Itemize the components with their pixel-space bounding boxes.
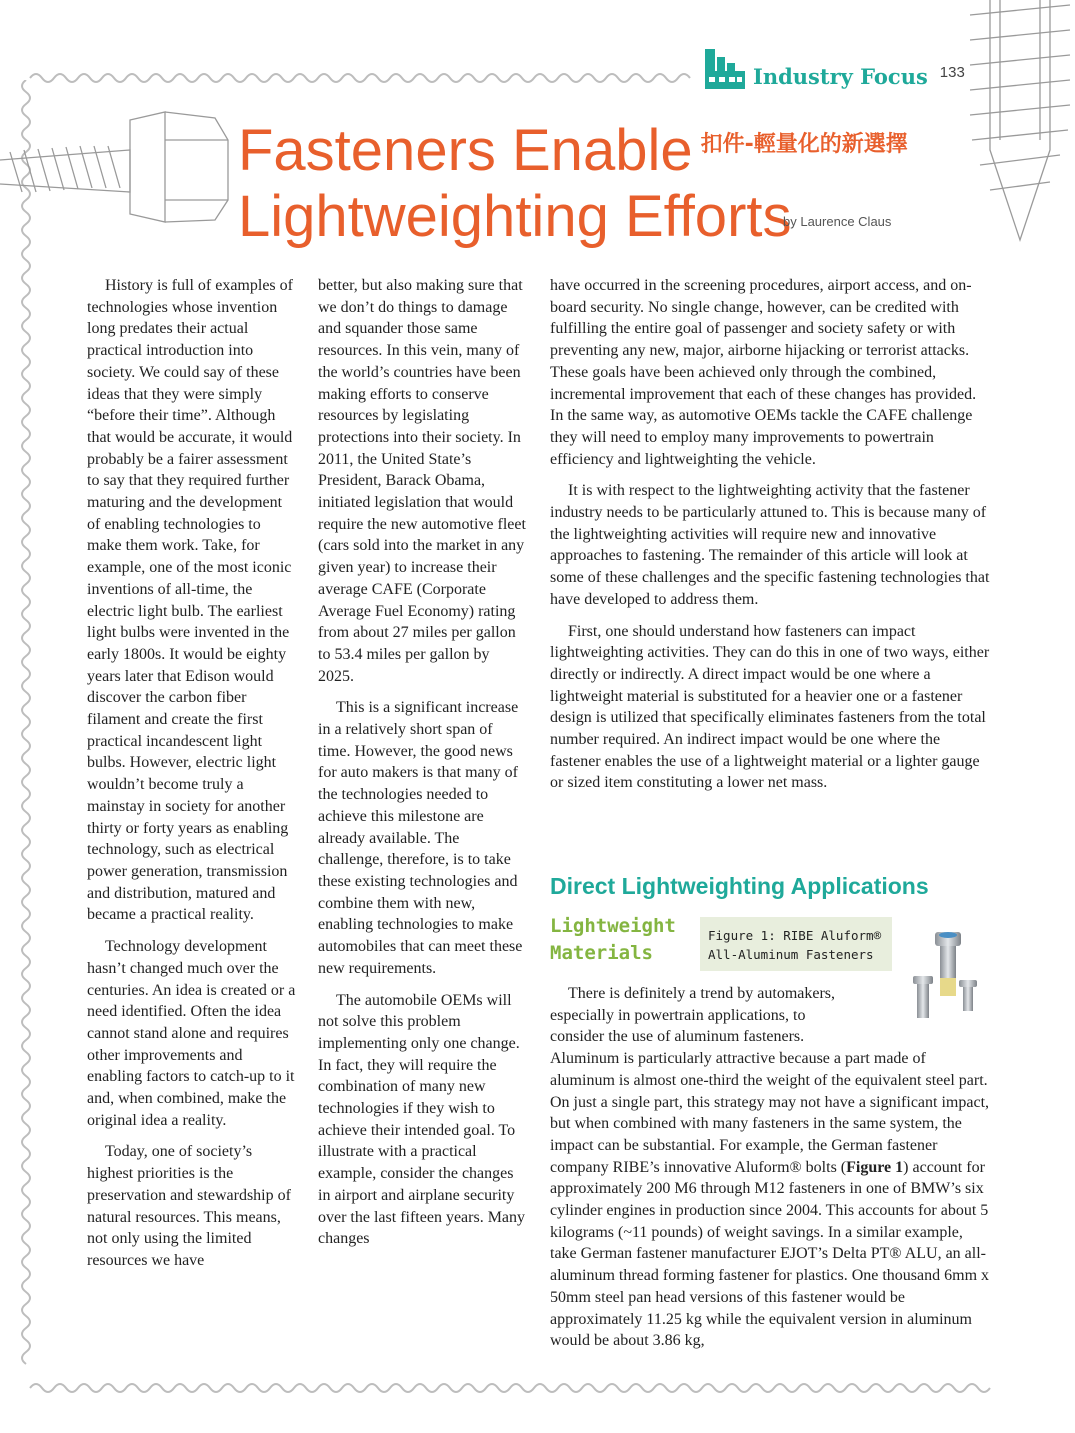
paragraph: better, but also making sure that we don’t do things to damage and squander those same resources. In this vein, many of the world’s countries have been making efforts to conserve resources by legislating protections into their society. In 2011, the United State’s President, Barack Obama, initiated legislation that would require the new automotive fleet (cars sold into the market in any given year) to increase their average CAFE (Corporate Average Fuel Economy) rating from about 27 miles per gallon to 53.4 miles per gallon by 2025. — [318, 277, 526, 685]
section-masthead — [703, 44, 965, 94]
factory-icon — [703, 47, 747, 91]
headline-cjk: 扣件-輕量化的新選擇 — [700, 131, 908, 157]
paragraph: Today, one of society’s highest priorities is the preservation and stewardship of natural resources. This means, not only using the limited resources we have — [87, 1143, 291, 1269]
article-column-1 — [87, 275, 297, 1282]
paragraph: Technology development hasn’t changed much over the centuries. An idea is created or a need identified. Often the idea cannot stand alone and requires other improvements and enabling factors to catch-up to it and, when combined, make the original idea a reality. — [87, 938, 296, 1129]
paragraph: have occurred in the screening procedures, airport access, and on-board security. No single change, however, can be credited with fulfilling the entire goal of passenger and society safety or with preventing any new, major, airborne hijacking or terrorist attacks. These goals have been achieved only through the combined, incremental improvement that each of these changes has provided. In the same way, as automotive OEMs tackle the CAFE challenge they will need to employ many improvements to powertrain efficiency and lightweighting the vehicle. — [550, 277, 977, 468]
paragraph: It is with respect to the lightweighting activity that the fastener industry needs to be particularly attuned to. This is because many of the lightweighting activities will require new and innovative approaches to fastening. The remainder of this article will look at some of these challenges and the specific fastening technologies that have developed to address them. — [550, 482, 990, 608]
article-column-3 — [550, 275, 990, 804]
article-column-2 — [318, 275, 528, 1260]
wavy-border-bottom — [0, 1372, 1075, 1402]
section-label: Industry Focus — [753, 63, 928, 89]
paragraph-line: especially in powertrain applications, to — [550, 1006, 806, 1024]
paragraph-line: There is definitely a trend by automakers, — [568, 985, 836, 1002]
paragraph: First, one should understand how fasteners can impact lightweighting activities. They can do this in one of two ways, either directly or indirectly. A direct impact would be one where a lightweight material is substituted for a heavier one or a fastener design is utilized that specifically eliminates fasteners from the total number required. An indirect impact would be one where the fastener enables the use of a lightweight material or a lighter gauge or sized item constituting a lower net mass. — [550, 622, 990, 792]
paragraph-text: Aluminum is particularly attractive because a part made of aluminum is almost one-third the weight of the equivalent steel part. On just a single part, this strategy may not have a significant impact, but when combined with many fasteners in the same system, the impact can be substantial. For example, the German fastener company RIBE’s innovative Aluform® bolts ( — [550, 1050, 990, 1176]
byline: by Laurence Claus — [783, 214, 892, 229]
figure-caption-line1: Figure 1: RIBE Aluform® — [708, 928, 882, 943]
figure-reference: Figure 1 — [846, 1158, 904, 1176]
subheading-lightweight-materials: Lightweight Materials — [550, 915, 676, 964]
figure-caption-line2: All-Aluminum Fasteners — [708, 947, 874, 962]
paragraph: The automobile OEMs will not solve this problem implementing only one change. In fact, they will require the combination of many new technologies if they wish to achieve their intended goal. To illustrate with a practical example, consider the changes in airport and airplane security over the last fifteen years. Many changes — [318, 991, 526, 1248]
paragraph: This is a significant increase in a relatively short span of time. However, the good news for auto makers is that many of the technologies needed to achieve this milestone are already available. The challenge, therefore, is to take these existing technologies and combine them with new, enabling technologies to make automobiles that can meet these new requirements. — [318, 699, 523, 977]
screw-illustration-right — [950, 0, 1075, 245]
paragraph — [550, 1048, 990, 1352]
subheading-direct-lightweighting: Direct Lightweighting Applications — [550, 873, 929, 899]
paragraph-text: ) account for approximately 200 M6 through M12 fasteners in one of BMW’s six cylinder engines in production since 2004. This accounts for about 5 kilograms (~11 pounds) of weight savings. In a similar example, take German fastener manufacturer EJOT’s Delta PT® ALU, an all-aluminum thread forming fastener for plastics. One thousand 6mm x 50mm steel pan head versions of this fastener would be approximately 11.25 kg while the equivalent version in aluminum would be about 3.86 kg, — [550, 1158, 990, 1350]
figure-caption — [708, 926, 898, 964]
paragraph: History is full of examples of technologies whose invention long predates their actual practical introduction into society. We could say of these ideas that they were simply “before their time”. Although that would be accurate, it would probably be a fairer assessment to say that they required further maturing and the development of enabling technologies to make them work. Take, for example, one of the most iconic inventions of all-time, the electric light bulb. The earliest light bulbs were invented in the early 1800s. It would be eighty years later that Edison would discover the carbon fiber filament and create the first practical incandescent light bulbs. However, electric light wouldn’t become truly a mainstay in society for another thirty or forty years as enabling technology, such as electrical power generation, transmission and distribution, matured and became a practical reality. — [87, 277, 293, 924]
wavy-border-left — [10, 80, 40, 1390]
page-number: 133 — [939, 63, 965, 81]
headline-line1: Fasteners Enable — [238, 118, 693, 183]
paragraph-line: consider the use of aluminum fasteners. — [550, 1028, 805, 1046]
article-column-3-continued — [550, 983, 990, 1352]
screw-illustration-left — [0, 100, 235, 230]
headline-line2: Lightweighting Efforts — [238, 183, 792, 249]
